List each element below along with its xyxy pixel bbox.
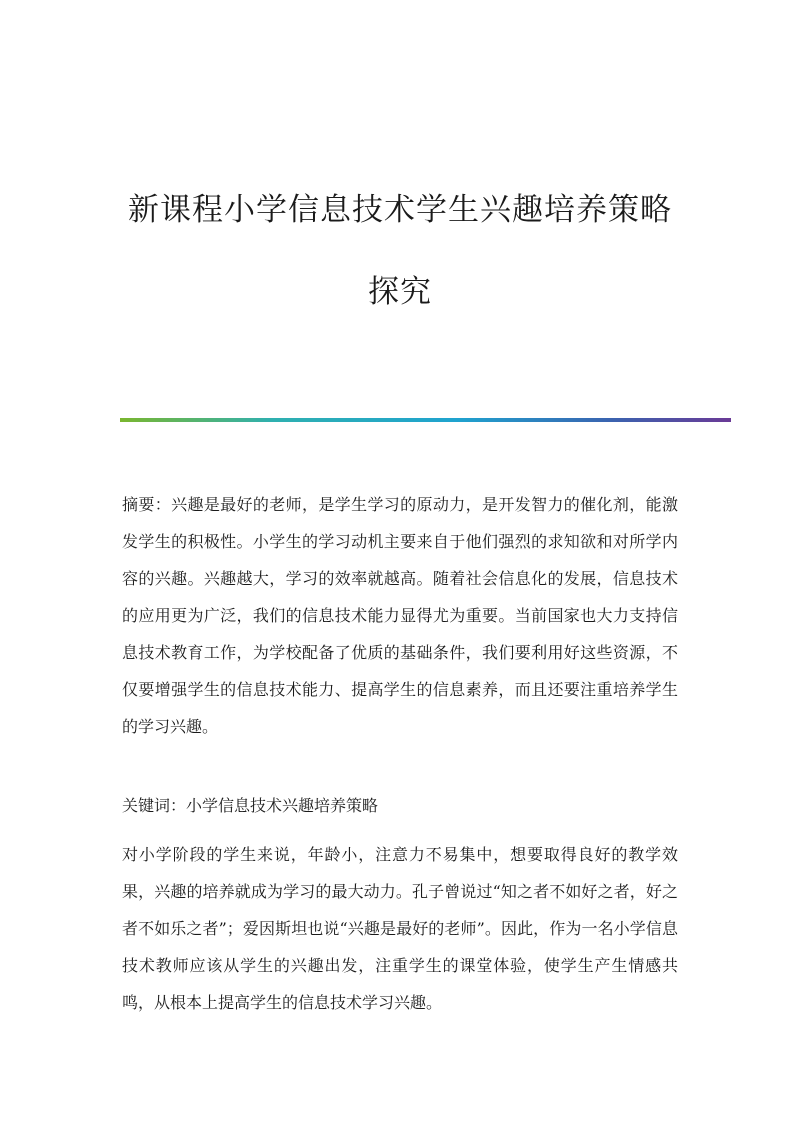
abstract-paragraph: 摘要：兴趣是最好的老师，是学生学习的原动力，是开发智力的催化剂，能激发学生的积极性。小学生的学习动机主要来自于他们强烈的求知欲和对所学内容的兴趣。兴趣越大，学习的效率就越高。随着社会信息化的发展，信息技术的应用更为广泛，我们的信息技术能力显得尤为重要。当前国家也大力支持信息技术教育工作，为学校配备了优质的基础条件，我们要利用好这些资源，不仅要增强学生的信息技术能力、提高学生的信息素养，而且还要注重培养学生的学习兴趣。 (122, 495, 678, 736)
title-divider (120, 418, 731, 422)
body-paragraph-1: 对小学阶段的学生来说，年龄小，注意力不易集中，想要取得良好的教学效果，兴趣的培养就成为学习的最大动力。孔子曾说过“知之者不如好之者，好之者不如乐之者”；爱因斯坦也说“兴趣是最好的老师”。因此，作为一名小学信息技术教师应该从学生的兴趣出发，注重学生的课堂体验，使学生产生情感共鸣，从根本上提高学生的信息技术学习兴趣。 (122, 845, 678, 1012)
document-title-line-1: 新课程小学信息技术学生兴趣培养策略 (128, 192, 672, 228)
keywords-line: 关键词：小学信息技术兴趣培养策略 (122, 796, 379, 815)
document-title-line-2: 探究 (368, 274, 432, 310)
